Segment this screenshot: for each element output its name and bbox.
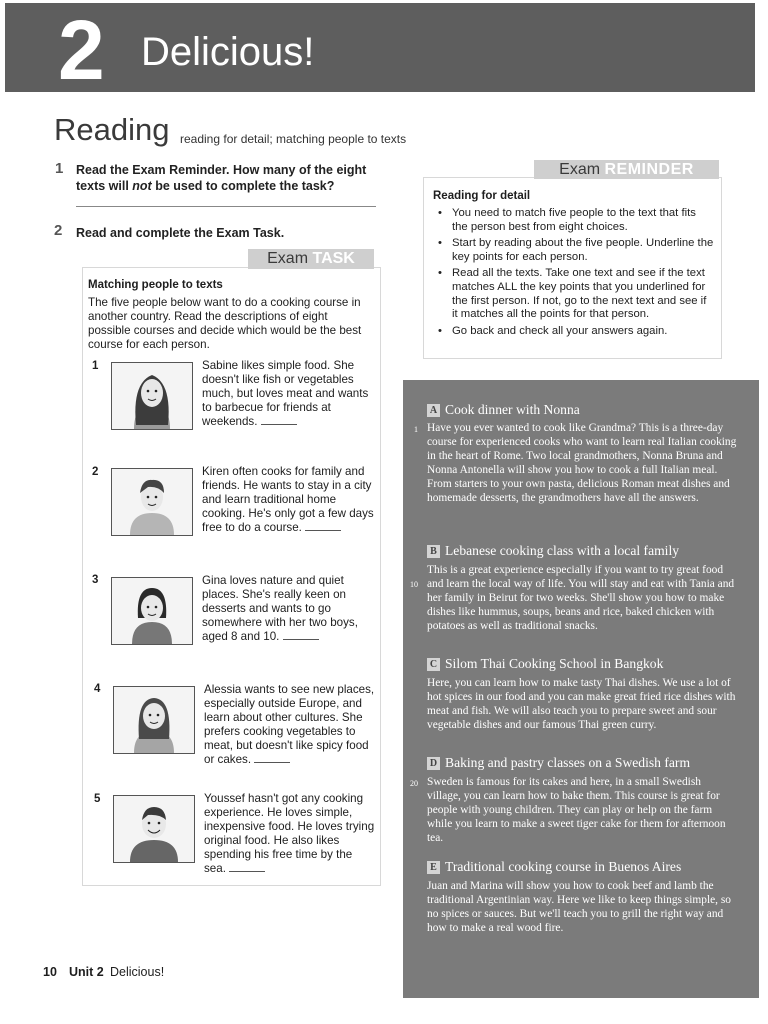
page-number: 10 [43,965,57,979]
section-subheading: reading for detail; matching people to texts [180,132,407,146]
question-1-emphasis: not [132,179,152,193]
text-c-heading [427,656,663,672]
exam-task-tab [248,249,374,269]
text-b-heading [427,543,679,559]
exam-task-intro: The five people below want to do a cooking course in another country. Read the descriptions of eight possible courses and decide which would be the best course for each person. [88,296,362,351]
answer-blank[interactable] [229,862,265,872]
person-text: Gina loves nature and quiet places. She's really keen on desserts and wants to go somewhere with her two boys, aged 8 and 10. [202,574,358,643]
reminder-bullet: • Go back and check all your answers again. [432,325,714,339]
text-e-heading [427,859,681,875]
question-1-text-part: be used to complete the task? [151,179,335,193]
letter-badge: E [427,861,440,874]
letter-badge: A [427,404,440,417]
young-man-icon [111,468,193,536]
unit-title: Delicious! [141,30,315,74]
tab-word-highlight: TASK [312,250,355,267]
exam-reminder-title: Reading for detail [433,190,531,202]
footer-unit-title: Delicious! [110,965,165,979]
reminder-bullet: • Start by reading about the five people. Underline the key points for each person. [432,237,714,264]
person-number: 5 [94,793,101,805]
woman-shoulder-hair-icon [113,686,195,754]
letter-badge: D [427,757,440,770]
person-number: 4 [94,683,101,695]
line-number: 20 [410,779,418,788]
woman-long-hair-icon [111,362,193,430]
footer-unit-label: Unit 2 [69,965,104,979]
question-1-text-part: Read the Exam Reminder. How many of the eight texts will [76,163,367,193]
woman-dark-hair-icon [111,577,193,645]
tab-word: Exam [559,161,601,178]
text-a-heading [427,402,580,418]
tab-word-highlight: REMINDER [604,161,694,178]
text-d-heading [427,755,690,771]
text-b-body: This is a great experience especially if you want to try great food and learn the local way of life. You will stay and eat with Tania and her family in Beirut for two weeks. She'll show you how to make dishes like hummus, soups, beans and rice, baked chicken with potatoes as well as traditional snacks. [427,564,735,632]
person-text: Sabine likes simple food. She doesn't like fish or vegetables much, but loves meat and wants to barbecue for friends at weekends. [202,359,369,428]
question-1-number: 1 [55,160,64,177]
text-title: Silom Thai Cooking School in Bangkok [445,656,664,671]
question-1-text [76,162,396,194]
smiling-man-icon [113,795,195,863]
answer-blank[interactable] [283,630,319,640]
text-title: Lebanese cooking class with a local family [445,543,680,558]
person-description [204,683,376,767]
answer-line[interactable] [76,206,376,207]
exam-task-title: Matching people to texts [88,279,223,291]
person-description [202,465,374,535]
reminder-bullet: • You need to match five people to the text that fits the person best from eight choices. [432,207,714,234]
unit-banner [5,3,755,97]
letter-badge: C [427,658,440,671]
text-title: Traditional cooking course in Buenos Aires [445,859,682,874]
line-number: 1 [414,425,418,434]
text-a-body: Have you ever wanted to cook like Grandma? This is a three-day course for experienced cooks who want to learn real Italian cooking in the heart of Rome. Two local grandmothers, Nonna Bruna and Nonna Antonella will show you how to cook a full Italian meal. From starters to your own pasta, delicious Roman meat dishes and homemade desserts, the grandmothers have all the answers. [427,422,737,504]
person-description [204,792,376,876]
text-d-body: Sweden is famous for its cakes and here, in a small Swedish village, you can learn how to bake them. This course is great for people with young children. They can play or help on the farm while you learn to make a sweet tiger cake for them for afternoon tea. [427,776,726,844]
question-2-text: Read and complete the Exam Task. [76,226,285,240]
person-description [202,574,374,644]
section-heading: Reading [54,112,170,147]
person-description [202,359,374,429]
person-text: Youssef hasn't got any cooking experience. He loves simple, inexpensive food. He loves trying original food. He also likes spending his free time by the sea. [204,792,375,875]
person-number: 1 [92,360,99,372]
line-number: 10 [410,580,418,589]
tab-word: Exam [267,250,309,267]
exam-reminder-list [432,207,714,341]
person-number: 2 [92,466,99,478]
answer-blank[interactable] [254,753,290,763]
question-2-number: 2 [54,222,63,239]
text-c-body: Here, you can learn how to make tasty Thai dishes. We use a lot of hot spices in our food and you can make great fried rice dishes with meat and fish. We will also teach you to prepare sweet and sour vegetable dishes and our famous Thai green curry. [427,677,736,731]
person-text: Alessia wants to see new places, especially outside Europe, and learn about other cultures. She prefers cooking vegetables to meat, but doesn't like spicy food or cakes. [204,683,375,766]
text-e-body: Juan and Marina will show you how to cook beef and lamb the traditional Argentinian way. Here we like to keep things simple, so no spices or sauces. But we'll teach you to grill the right way and how to make a real wood fire. [427,880,731,934]
letter-badge: B [427,545,440,558]
exam-reminder-tab [534,160,719,179]
answer-blank[interactable] [305,521,341,531]
person-text: Kiren often cooks for family and friends. He wants to stay in a city and learn traditional home cooking. He's only got a few days free to do a course. [202,465,374,534]
text-title: Cook dinner with Nonna [445,402,580,417]
answer-blank[interactable] [261,415,297,425]
unit-number: 2 [58,3,103,97]
reminder-bullet: • Read all the texts. Take one text and see if the text matches ALL the key points that you underlined for the first person. If not, go to the next text and see if it matches all the points for that person. [432,267,714,321]
person-number: 3 [92,574,99,586]
text-title: Baking and pastry classes on a Swedish farm [445,755,691,770]
